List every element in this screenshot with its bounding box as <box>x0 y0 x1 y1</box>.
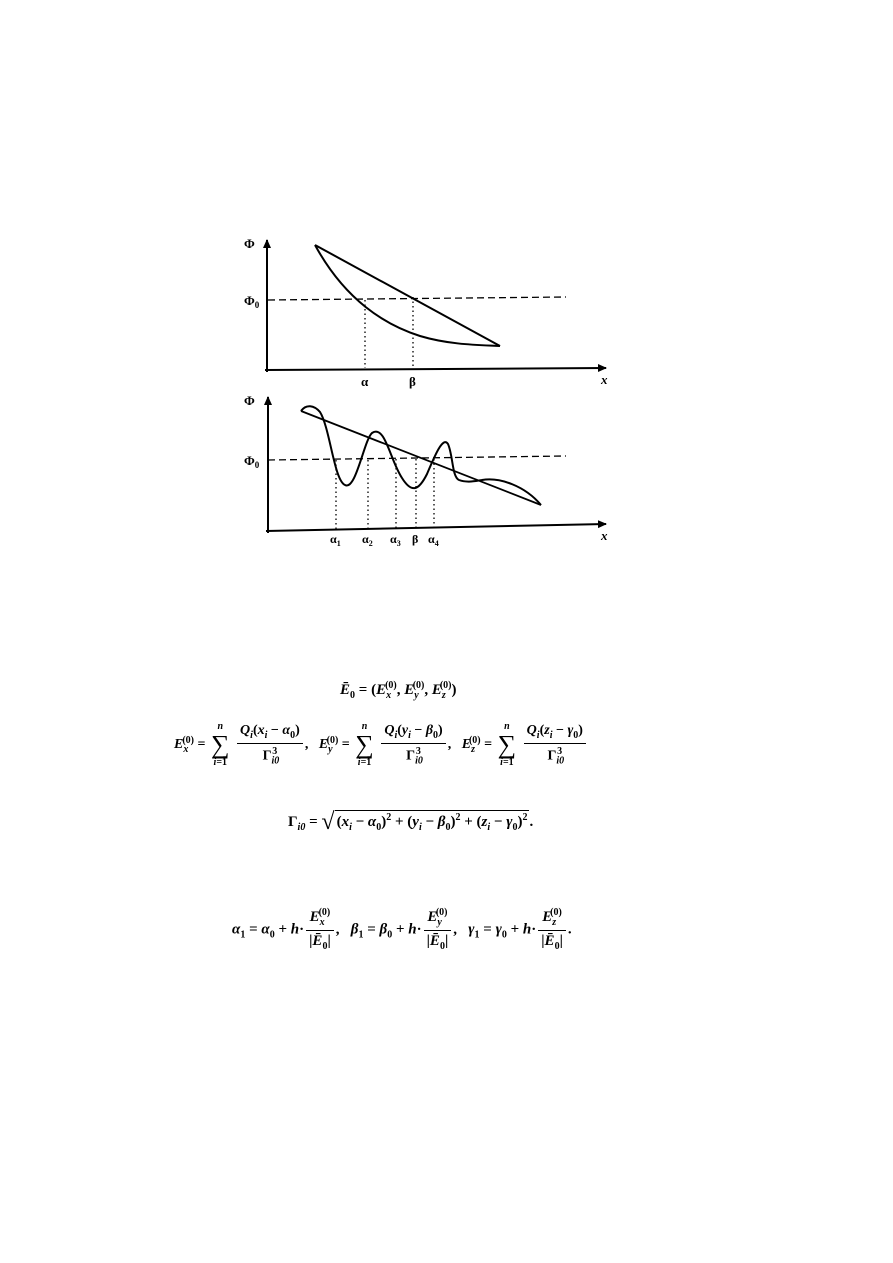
figure-top <box>244 236 608 389</box>
y-label: Φ <box>244 393 255 408</box>
tick-alpha2: $\alpha_2$ <box>362 532 373 548</box>
tick-alpha4: $\alpha_4$ <box>428 532 439 548</box>
equation-update: $\alpha_1 = \alpha_0 + h\cdot$ $\frac{E_x^{(0)}}{|Ē_0|}$ , $\beta_1 = \beta_0 + h\cdot$ $\frac{E_y^{(0)}}{|Ē_0|}$ , $\gamma_1 = \gamma_0 + h\cdot$ $\frac{E_z^{(0)}}{|Ē_0|}$ . <box>232 907 572 952</box>
x-label: x <box>601 528 608 543</box>
level-label: $\Phi_0$ <box>244 453 260 470</box>
tick-alpha: α <box>361 374 369 389</box>
tick-beta: β <box>409 374 416 389</box>
equation-components: $E_x^{(0)}$ = n ∑ i=1 $\frac{Q_i(x_i - \alpha_0)}{\Gamma_{i0}^3}$ , $E_y^{(0)}$ = n ∑ i=1 $\frac{Q_i(y_i - \beta_0)}{\Gamma_{i0}^3}$ , $E_z^{(0)}$ = n ∑ i=1 $\frac{Q_i(z_i - \gamma_0)}{\Gamma_{i0}^3}$ <box>174 722 588 768</box>
x-label: x <box>601 372 608 387</box>
level-label: $\Phi_0$ <box>244 293 260 310</box>
tick-beta: β <box>412 532 419 546</box>
x-axis <box>265 368 606 370</box>
x-axis <box>266 524 606 531</box>
figure-bottom <box>244 393 608 548</box>
equation-gamma: $\Gamma_{i0}$ = √ $(x_i - \alpha_0)^2 + (y_i - \beta_0)^2 + (z_i - \gamma_0)^2$ . <box>288 809 534 835</box>
tick-alpha3: $\alpha_3$ <box>390 532 401 548</box>
tick-alpha1: $\alpha_1$ <box>330 532 341 548</box>
straight-line <box>301 411 541 505</box>
equation-e0: $Ē_0 = (E_x^{(0)}$, $E_y^{(0)}$, $E_z^{(0)}$) <box>340 680 457 701</box>
y-label: Φ <box>244 236 255 251</box>
